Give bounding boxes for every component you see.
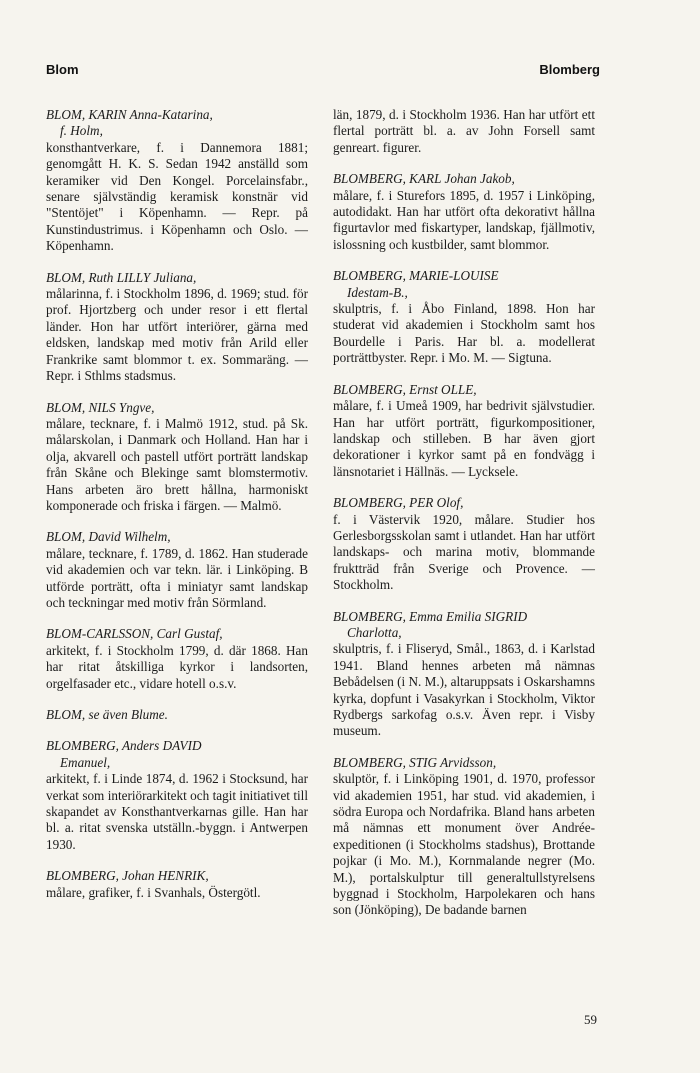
entry-heading: BLOMBERG, Ernst OLLE, [333,381,477,397]
entry-blomberg-sigrid [333,609,595,740]
entry-heading: BLOMBERG, Emma Emilia SIGRID [333,608,528,624]
entry-blomberg-per [333,495,595,593]
entry-blom-see-also [46,707,308,723]
entry-heading: BLOMBERG, MARIE-LOUISE [333,268,499,284]
entry-heading: BLOM, se även Blume. [46,707,168,722]
entry-blom-david [46,529,308,611]
entry-heading-cont: Idestam-B., [347,284,408,300]
entry-heading: BLOMBERG, KARL Johan Jakob, [333,171,515,187]
entry-blomberg-karl [333,171,595,253]
left-column [46,107,308,916]
entry-heading: BLOM, KARIN Anna-Katarina, [46,107,213,122]
entry-heading: BLOMBERG, STIG Arvidsson, [333,754,497,770]
entry-body: målarinna, f. i Stockholm 1896, d. 1969; stud. för prof. Hjortzberg och under resor i ett flertal länder. Hon har utfört interiörer, gärna med eldsken, landskap med motiv från Arild eller Frankrike samt blommor t. ex. Sommaräng. — Repr. i Sthlms stadsmus. [46,286,308,384]
running-head-right: Blomberg [539,62,600,77]
entry-body: målare, f. i Sturefors 1895, d. 1957 i Linköping, autodidakt. Han har utfört ofta dekorativt hållna figurtavlor med fiskartyper, landskap, fjällmotiv, islossning och kustbilder, samt blommor. [333,187,595,252]
entry-heading: BLOMBERG, Anders DAVID [46,738,202,754]
entry-body: f. i Västervik 1920, målare. Studier hos Gerlesborgsskolan samt i utlandet. Han har utfört landskaps- och marina motiv, blommande fruktträd från Sverige och Provence. — Stockholm. [333,511,595,593]
entry-blom-karin [46,107,308,255]
page-number: 59 [584,1012,597,1027]
entry-heading: BLOM, David Wilhelm, [46,529,171,545]
entry-body: arkitekt, f. i Stockholm 1799, d. där 1868. Han har ritat åtskilliga kyrkor i landsorten, orgelfasader etc., vidare hotell o.s.v. [46,642,308,691]
entry-heading-cont: f. Holm, [60,123,103,139]
entry-blomberg-olle [333,382,595,480]
running-head-left: Blom [46,62,79,77]
entry-body: målare, grafiker, f. i Svanhals, Östergötl. [46,884,261,900]
entry-blom-nils [46,400,308,515]
entry-body: skulptris, f. i Åbo Finland, 1898. Hon har studerat vid akademien i Stockholm samt hos Bourdelle i Paris. Har bl. a. modellerat porträttbyster. Repr. i Mo. M. — Sigtuna. [333,301,595,366]
entry-body: målare, f. i Umeå 1909, har bedrivit självstudier. Han har utfört porträtt, figurkompositioner, landskap och stilleben. B har även gjort dekorationer i kyrkor samt på en fondvägg i länsnotariet i Hällnäs. — Lycksele. [333,398,595,479]
entry-blom-carlsson [46,626,308,692]
entry-blom-lilly [46,270,308,385]
entry-blomberg-henrik [46,868,308,901]
entry-heading-cont: Charlotta, [347,624,402,640]
entry-heading: BLOM, NILS Yngve, [46,399,155,415]
entry-body: målare, tecknare, f. i Malmö 1912, stud. på Sk. målarskolan, i Danmark och Holland. Han har i olja, akvarell och pastell utfört porträtt landskap från Skåne och Blekinge samt blomstermotiv. Hans arbeten äro brett hållna, harmoniskt komponerade och friska i färgen. — Malmö. [46,415,308,513]
entry-blomberg-marie-louise [333,268,595,366]
entry-blomberg-stig [333,755,595,919]
entry-body: konsthantverkare, f. i Dannemora 1881; genomgått H. K. S. Sedan 1942 anställd som keramiker vid Den Kongel. Porcelainsfabr., senare självständig keramisk konstnär vid "Stentöjet" i Köpenhamn. — Repr. på Kunstindustrimus. i Köpenhamn och Oslo. — Köpenhamn. [46,139,308,254]
entry-heading: BLOM-CARLSSON, Carl Gustaf, [46,626,223,642]
entry-heading: BLOM, Ruth LILLY Juliana, [46,269,197,285]
entry-blomberg-david [46,738,308,853]
entry-blomberg-henrik-cont [333,107,595,156]
entry-body: län, 1879, d. i Stockholm 1936. Han har utfört ett flertal porträtt bl. a. av John Forsell samt genreart. figurer. [333,107,595,155]
entry-heading: BLOMBERG, PER Olof, [333,495,464,511]
entry-body: målare, tecknare, f. 1789, d. 1862. Han studerade vid akademien och var tekn. lär. i Linköping. B utförde porträtt, ofta i miniatyr samt landskap och teckningar med motiv från Sörmland. [46,545,308,610]
right-column [333,107,595,934]
entry-heading: BLOMBERG, Johan HENRIK, [46,868,209,884]
entry-body: skulptör, f. i Linköping 1901, d. 1970, professor vid akademien 1951, har stud. vid akademien, i södra Europa och Nordafrika. Bland hans arbeten må nämnas ett monument över Andrée-expeditionen (i Stockholms stadshus), Brottande pojkar (i Mo. M.), Kornmalande negrer (Mo. M.), portalskulptur till generaltullstyrelsens byggnad i Stockholm, Harpolekaren och hans son (Jönköping), De badande barnen [333,771,595,918]
entry-heading-cont: Emanuel, [60,754,111,770]
entry-body: arkitekt, f. i Linde 1874, d. 1962 i Stocksund, har verkat som interiörarkitekt och tagit initiativet till skapandet av Konsthantverkarnas gille. Han har bl. a. ritat svenska utställn.-byggn. i Antwerpen 1930. [46,771,308,852]
entry-body: skulptris, f. i Fliseryd, Smål., 1863, d. i Karlstad 1941. Bland hennes arbeten må nämnas Bebådelsen (i N. M.), altaruppsats i Oskarshamns kyrka, dopfunt i Vasakyrkan i Stockholm, Viktor Rydbergs sarkofag o.s.v. Även repr. i Visby museum. [333,641,595,739]
